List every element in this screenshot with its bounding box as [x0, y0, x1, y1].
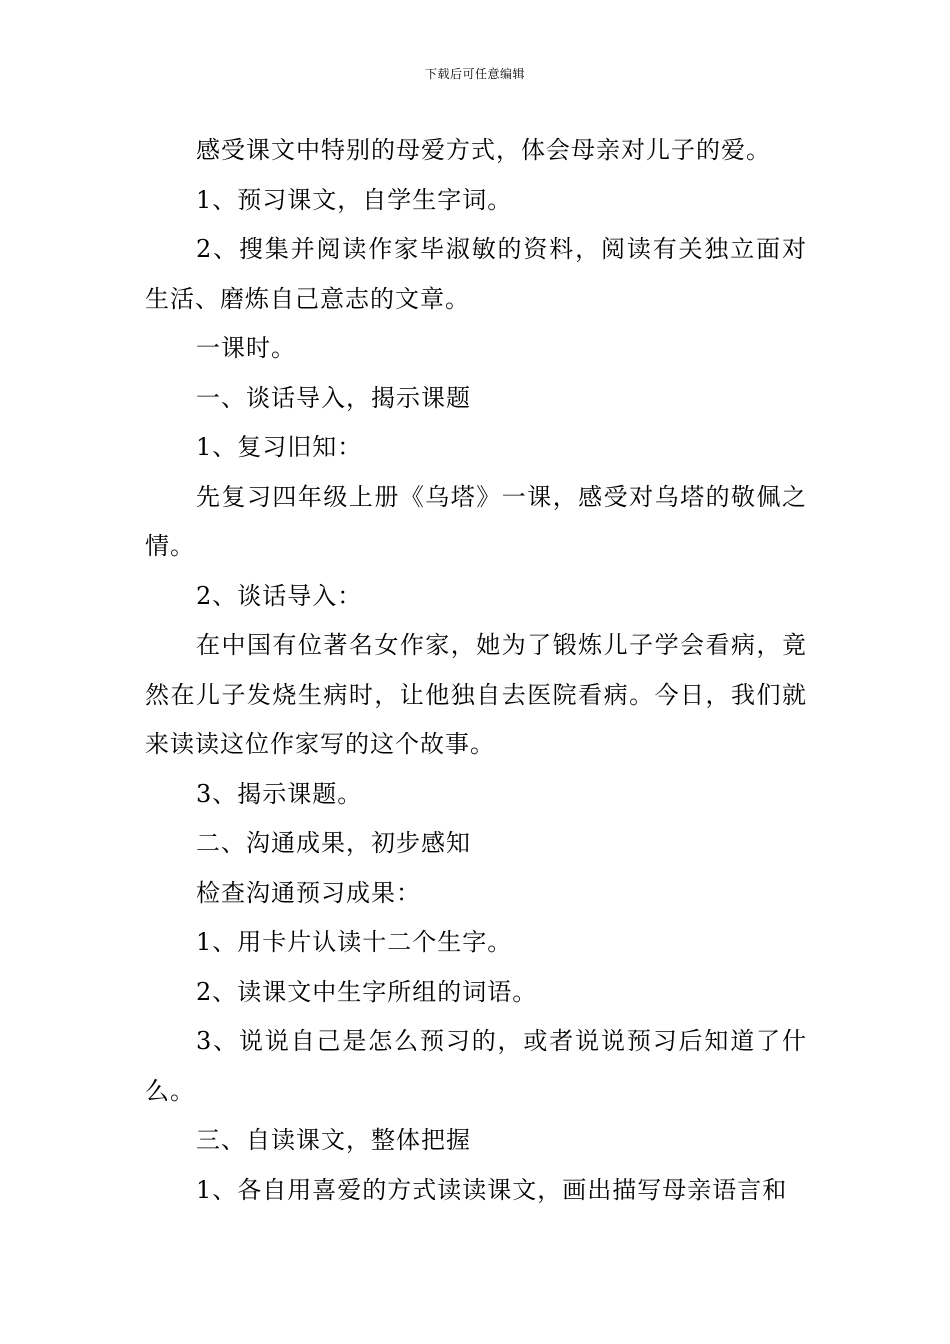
paragraph-prep-2: 2、搜集并阅读作家毕淑敏的资料，阅读有关独立面对生活、磨炼自己意志的文章。: [145, 235, 807, 313]
paragraph-check-3: 3、说说自己是怎么预习的，或者说说预习后知道了什么。: [145, 1027, 807, 1105]
paragraph-check-prep: 检查沟通预习成果：: [196, 878, 421, 907]
section-heading-1: 一、谈话导入，揭示课题: [196, 383, 471, 412]
paragraph-review: 1、复习旧知：: [196, 433, 363, 461]
paragraph-prep-1: 1、预习课文，自学生字词。: [196, 185, 513, 214]
paragraph-class-hours: 一课时。: [196, 334, 296, 362]
paragraph-objective: 感受课文中特别的母爱方式，体会母亲对儿子的爱。: [196, 136, 771, 164]
paragraph-read-1: 1、各自用喜爱的方式读读课文，画出描写母亲语言和: [196, 1175, 788, 1204]
page-header-note: 下载后可任意编辑: [424, 67, 525, 81]
document-body: [145, 126, 807, 1215]
paragraph-check-1: 1、用卡片认读十二个生字。: [196, 928, 513, 956]
paragraph-talk-detail: 在中国有位著名女作家，她为了锻炼儿子学会看病，竟然在儿子发烧生病时，让他独自去医院看病。今日，我们就来读读这位作家写的这个故事。: [145, 631, 807, 758]
paragraph-review-detail: 先复习四年级上册《乌塔》一课，感受对乌塔的敬佩之情。: [145, 482, 807, 560]
paragraph-reveal-topic: 3、揭示课题。: [196, 779, 363, 808]
section-heading-2: 二、沟通成果，初步感知: [196, 829, 471, 857]
section-heading-3: 三、自读课文，整体把握: [196, 1126, 471, 1154]
paragraph-check-2: 2、读课文中生字所组的词语。: [196, 977, 538, 1006]
paragraph-talk-intro: 2、谈话导入：: [196, 581, 363, 610]
